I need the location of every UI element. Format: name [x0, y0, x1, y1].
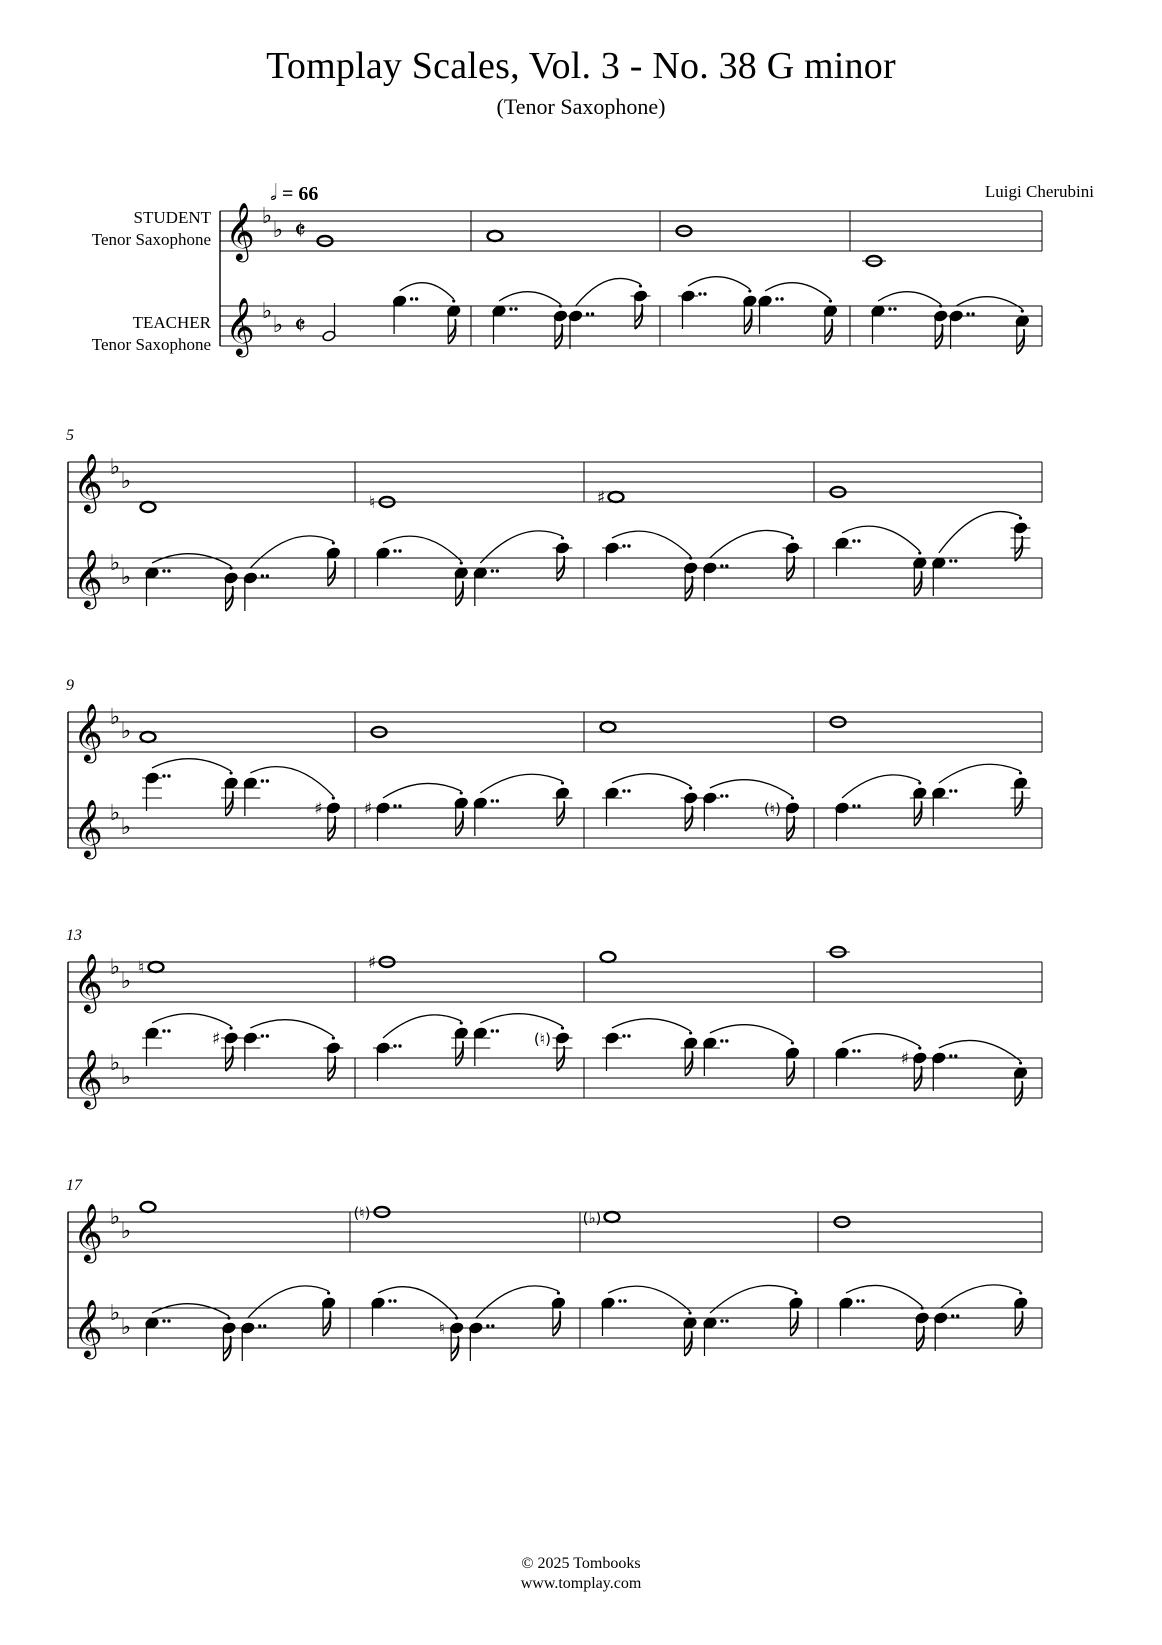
cut-time-icon: 𝄵: [294, 216, 306, 246]
whole-note: [601, 722, 616, 732]
augmentation-dot: [951, 1314, 954, 1317]
slur: [250, 536, 333, 568]
sharp-accidental-icon: ♯: [367, 953, 377, 973]
measure-number: 9: [66, 677, 74, 694]
treble-clef-icon: 𝄞: [73, 453, 103, 511]
key-flat-b-icon: ♭: [109, 955, 121, 980]
slur: [710, 1285, 796, 1313]
staccato-dot: [455, 1316, 458, 1319]
staccato-dot: [791, 536, 794, 539]
slur: [939, 764, 1021, 783]
augmentation-dot: [725, 564, 728, 567]
augmentation-dot: [266, 574, 269, 577]
slur: [383, 1015, 461, 1038]
augmentation-dot: [491, 1324, 494, 1327]
augmentation-dot: [725, 794, 728, 797]
augmentation-dot: [698, 292, 701, 295]
augmentation-dot: [393, 1044, 396, 1047]
staccato-dot: [561, 781, 564, 784]
staccato-dot: [1019, 516, 1022, 519]
augmentation-dot: [720, 794, 723, 797]
augmentation-dot: [167, 1029, 170, 1032]
augmentation-dot: [258, 1324, 261, 1327]
key-flat-b-icon: ♭: [261, 204, 273, 229]
slur: [480, 774, 562, 793]
staccato-dot: [921, 1306, 924, 1309]
augmentation-dot: [949, 559, 952, 562]
slur: [383, 536, 461, 561]
key-flat-e-icon: ♭: [120, 469, 132, 494]
augmentation-dot: [622, 789, 625, 792]
staccato-dot: [829, 299, 832, 302]
staccato-dot: [557, 1291, 560, 1294]
natural-accidental-icon: ♮: [368, 493, 376, 513]
slur: [248, 1286, 329, 1318]
slur: [152, 1014, 231, 1026]
key-flat-e-icon: ♭: [272, 313, 284, 338]
augmentation-dot: [410, 297, 413, 300]
staccato-dot: [689, 556, 692, 559]
augmentation-dot: [703, 292, 706, 295]
staccato-dot: [332, 541, 335, 544]
augmentation-dot: [949, 789, 952, 792]
score-subtitle: (Tenor Saxophone): [496, 94, 666, 119]
slur: [688, 277, 750, 289]
augmentation-dot: [398, 549, 401, 552]
slur: [842, 775, 920, 798]
staccato-dot: [229, 771, 232, 774]
augmentation-dot: [857, 1049, 860, 1052]
augmentation-dot: [954, 1054, 957, 1057]
augmentation-dot: [618, 1299, 621, 1302]
staccato-dot: [748, 289, 751, 292]
augmentation-dot: [627, 544, 630, 547]
augmentation-dot: [398, 804, 401, 807]
augmentation-dot: [954, 559, 957, 562]
augmentation-dot: [627, 1034, 630, 1037]
treble-clef-icon: 𝄞: [225, 202, 255, 260]
augmentation-dot: [509, 307, 512, 310]
augmentation-dot: [162, 1319, 165, 1322]
augmentation-dot: [720, 564, 723, 567]
slur: [480, 1014, 562, 1026]
augmentation-dot: [971, 312, 974, 315]
measure-number: 17: [66, 1177, 82, 1194]
augmentation-dot: [261, 1034, 264, 1037]
key-flat-e-icon: ♭: [120, 1315, 132, 1340]
flat-accidental-icon: (♭): [582, 1209, 602, 1227]
augmentation-dot: [393, 804, 396, 807]
augmentation-dot: [627, 789, 630, 792]
staccato-dot: [639, 284, 642, 287]
augmentation-dot: [514, 307, 517, 310]
sharp-accidental-icon: ♯: [596, 488, 606, 508]
staccato-dot: [1019, 1061, 1022, 1064]
slur: [612, 774, 691, 786]
whole-note: [488, 231, 503, 241]
natural-accidental-icon: (♮): [763, 800, 781, 818]
whole-note: [149, 962, 164, 972]
slur: [152, 554, 231, 566]
augmentation-dot: [393, 1299, 396, 1302]
staccato-dot: [918, 551, 921, 554]
slur: [956, 297, 1022, 309]
key-flat-b-icon: ♭: [109, 551, 121, 576]
augmentation-dot: [966, 312, 969, 315]
augmentation-dot: [266, 1034, 269, 1037]
staccato-dot: [1021, 309, 1024, 312]
treble-clef-icon: 𝄞: [73, 1299, 103, 1357]
augmentation-dot: [725, 1319, 728, 1322]
augmentation-dot: [852, 1049, 855, 1052]
staccato-dot: [559, 304, 562, 307]
augmentation-dot: [266, 779, 269, 782]
website-url: www.tomplay.com: [520, 1575, 642, 1592]
key-flat-e-icon: ♭: [120, 719, 132, 744]
augmentation-dot: [720, 1319, 723, 1322]
staccato-dot: [452, 299, 455, 302]
staccato-dot: [689, 786, 692, 789]
whole-note: [609, 492, 624, 502]
key-flat-b-icon: ♭: [109, 1301, 121, 1326]
augmentation-dot: [888, 307, 891, 310]
augmentation-dot: [857, 804, 860, 807]
slur: [710, 1025, 793, 1041]
natural-accidental-icon: (♮): [353, 1204, 371, 1222]
staccato-dot: [918, 1046, 921, 1049]
augmentation-dot: [496, 569, 499, 572]
staccato-dot: [1019, 1291, 1022, 1294]
augmentation-dot: [491, 799, 494, 802]
slur: [383, 783, 461, 798]
whole-note: [141, 1202, 156, 1212]
slur: [608, 1286, 690, 1311]
natural-accidental-icon: ♮: [438, 1319, 445, 1339]
augmentation-dot: [623, 1299, 626, 1302]
slur: [152, 759, 231, 771]
staccato-dot: [689, 1031, 692, 1034]
slur: [152, 1304, 229, 1316]
augmentation-dot: [167, 1319, 170, 1322]
augmentation-dot: [491, 569, 494, 572]
tempo-value: = 66: [282, 183, 319, 205]
augmentation-dot: [167, 774, 170, 777]
key-flat-e-icon: ♭: [120, 1219, 132, 1244]
sharp-accidental-icon: ♯: [363, 799, 373, 819]
augmentation-dot: [398, 1044, 401, 1047]
staccato-dot: [688, 1311, 691, 1314]
augmentation-dot: [852, 539, 855, 542]
augmentation-dot: [496, 799, 499, 802]
slur: [878, 292, 941, 304]
staccato-dot: [460, 561, 463, 564]
augmentation-dot: [591, 312, 594, 315]
staccato-dot: [332, 796, 335, 799]
augmentation-dot: [954, 789, 957, 792]
whole-note: [141, 732, 156, 742]
slur: [400, 283, 454, 299]
augmentation-dot: [852, 804, 855, 807]
staccato-dot: [939, 304, 942, 307]
key-flat-b-icon: ♭: [109, 705, 121, 730]
augmentation-dot: [388, 1299, 391, 1302]
staccato-dot: [794, 1291, 797, 1294]
measure-number: 5: [66, 427, 74, 444]
augmentation-dot: [622, 544, 625, 547]
staccato-dot: [791, 1041, 794, 1044]
slur: [846, 1285, 922, 1306]
key-flat-b-icon: ♭: [109, 801, 121, 826]
staccato-dot: [918, 781, 921, 784]
slur: [612, 531, 691, 556]
augmentation-dot: [861, 1299, 864, 1302]
augmentation-dot: [720, 1039, 723, 1042]
augmentation-dot: [956, 1314, 959, 1317]
augmentation-dot: [586, 312, 589, 315]
staccato-dot: [227, 1316, 230, 1319]
augmentation-dot: [261, 574, 264, 577]
staccato-dot: [561, 536, 564, 539]
slur: [476, 1286, 559, 1318]
teacher-instrument: Tenor Saxophone: [91, 335, 211, 354]
treble-clef-icon: 𝄞: [225, 297, 255, 355]
key-flat-e-icon: ♭: [120, 565, 132, 590]
augmentation-dot: [949, 1054, 952, 1057]
staccato-dot: [791, 796, 794, 799]
treble-clef-icon: 𝄞: [73, 799, 103, 857]
slur: [842, 1034, 920, 1046]
student-instrument: Tenor Saxophone: [91, 230, 211, 249]
key-flat-e-icon: ♭: [120, 969, 132, 994]
treble-clef-icon: 𝄞: [73, 703, 103, 761]
treble-clef-icon: 𝄞: [73, 1049, 103, 1107]
whole-note: [141, 502, 156, 512]
augmentation-dot: [162, 774, 165, 777]
slur: [939, 512, 1021, 553]
sharp-accidental-icon: ♯: [211, 1029, 221, 1049]
augmentation-dot: [393, 549, 396, 552]
augmentation-dot: [893, 307, 896, 310]
treble-clef-icon: 𝄞: [73, 549, 103, 607]
augmentation-dot: [162, 569, 165, 572]
key-flat-e-icon: ♭: [272, 218, 284, 243]
key-flat-b-icon: ♭: [261, 299, 273, 324]
copyright-text: © 2025 Tombooks: [521, 1555, 641, 1572]
augmentation-dot: [725, 1039, 728, 1042]
staccato-dot: [229, 1026, 232, 1029]
natural-accidental-icon: (♮): [533, 1030, 551, 1048]
augmentation-dot: [162, 1029, 165, 1032]
whole-note: [605, 1212, 620, 1222]
staccato-dot: [229, 566, 232, 569]
natural-accidental-icon: ♮: [137, 958, 145, 978]
slur: [842, 526, 920, 551]
staccato-dot: [1019, 771, 1022, 774]
augmentation-dot: [857, 539, 860, 542]
augmentation-dot: [486, 1324, 489, 1327]
staccato-dot: [561, 1026, 564, 1029]
slur: [941, 1285, 1021, 1308]
augmentation-dot: [261, 779, 264, 782]
slur: [250, 1020, 333, 1036]
augmentation-dot: [856, 1299, 859, 1302]
augmentation-dot: [622, 1034, 625, 1037]
slur: [499, 292, 560, 304]
augmentation-dot: [415, 297, 418, 300]
key-flat-b-icon: ♭: [109, 1051, 121, 1076]
augmentation-dot: [167, 569, 170, 572]
slur: [710, 530, 793, 558]
score-title: Tomplay Scales, Vol. 3 - No. 38 G minor: [266, 45, 896, 87]
augmentation-dot: [496, 1029, 499, 1032]
key-flat-e-icon: ♭: [120, 815, 132, 840]
staccato-dot: [460, 1021, 463, 1024]
half-note-icon: 𝅗𝅥: [270, 180, 277, 205]
staccato-dot: [460, 791, 463, 794]
cut-time-icon: 𝄵: [294, 311, 306, 341]
teacher-role: TEACHER: [132, 313, 211, 332]
staccato-dot: [332, 1036, 335, 1039]
staccato-dot: [327, 1291, 330, 1294]
slur: [576, 278, 641, 306]
key-flat-b-icon: ♭: [109, 455, 121, 480]
treble-clef-icon: 𝄞: [73, 1203, 103, 1261]
augmentation-dot: [491, 1029, 494, 1032]
student-role: STUDENT: [133, 208, 211, 227]
slur: [765, 283, 830, 299]
augmentation-dot: [780, 297, 783, 300]
whole-note: [601, 952, 616, 962]
augmentation-dot: [775, 297, 778, 300]
measure-number: 13: [66, 927, 82, 944]
slur: [612, 1019, 691, 1031]
key-flat-e-icon: ♭: [120, 1065, 132, 1090]
treble-clef-icon: 𝄞: [73, 953, 103, 1011]
slur: [710, 780, 793, 796]
sharp-accidental-icon: ♯: [314, 799, 323, 819]
augmentation-dot: [263, 1324, 266, 1327]
sharp-accidental-icon: ♯: [900, 1049, 909, 1069]
composer-name: Luigi Cherubini: [984, 182, 1094, 201]
key-flat-b-icon: ♭: [109, 1205, 121, 1230]
